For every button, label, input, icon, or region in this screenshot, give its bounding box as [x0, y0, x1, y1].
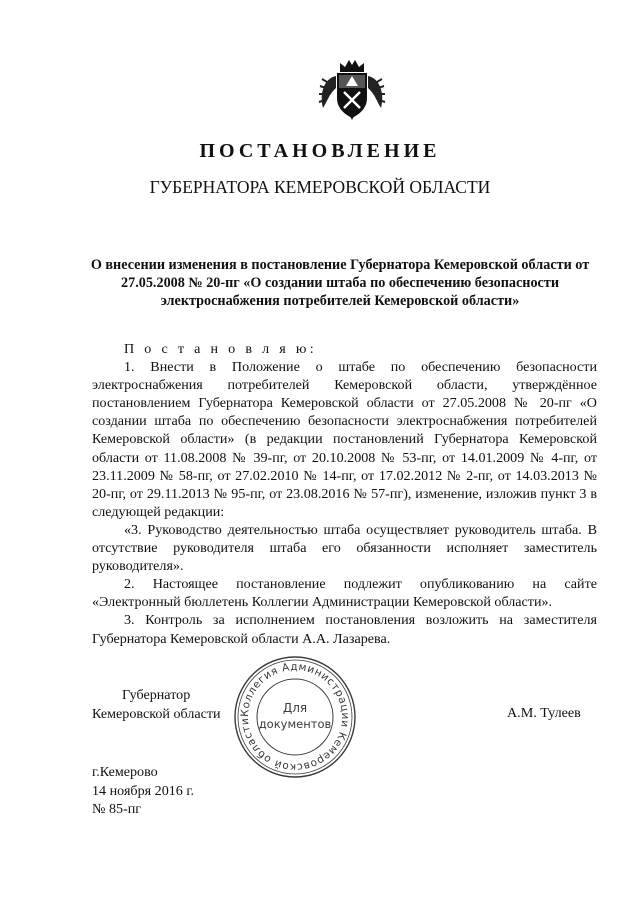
authority-heading: ГУБЕРНАТОРА КЕМЕРОВСКОЙ ОБЛАСТИ — [149, 177, 491, 197]
signatory-name: А.М. Тулеев — [507, 705, 581, 721]
document-body — [92, 340, 597, 648]
body-paragraph: 3. Контроль за исполнением постановления возложить на заместителя Губернатора Кемеровской области А.А. Лазарева. — [92, 612, 597, 647]
document-footer — [92, 763, 194, 819]
body-paragraph: «3. Руководство деятельностью штаба осуществляет руководитель штаба. В отсутствие руководителя штаба его обязанности исполняет заместитель руководителя». — [92, 521, 597, 575]
body-paragraph: 1. Внести в Положение о штабе по обеспечению безопасности электроснабжения потребителей Кемеровской области, утверждённое постановлением Губернатора Кемеровской области от 27.05.2008 № 20-пг «О создании штаба по обеспечению безопасности электроснабжения потребителей Кемеровской области» (в редакции постановлений Губернатора Кемеровской области от 11.08.2008 № 39-пг, от 20.10.2008 № 53-пг, от 14.01.2009 № 4-пг, от 23.11.2009 № 58-пг, от 27.02.2010 № 14-пг, от 17.02.2012 № 2-пг, от 14.03.2013 № 20-пг, от 29.11.2013 № 95-пг, от 23.08.2016 № 57-пг), изменение, изложив пункт 3 в следующей редакции: — [92, 359, 597, 520]
stamp-center-line2: документов — [258, 717, 332, 731]
document-subject: О внесении изменения в постановление Губернатора Кемеровской области от 27.05.2008 № 20-пг «О создании штаба по обеспечению безопасности электроснабжения потребителей Кемеровской области» — [90, 257, 590, 309]
official-stamp — [232, 654, 358, 780]
place-of-issue: г.Кемерово — [92, 764, 158, 780]
coat-of-arms-icon — [315, 58, 389, 124]
signatory-title — [92, 686, 221, 724]
decree-word: П о с т а н о в л я ю: — [124, 341, 317, 357]
date-of-issue: 14 ноября 2016 г. — [92, 782, 195, 799]
stamp-ring-text: Коллегия Администрации Кемеровской области — [238, 660, 352, 774]
body-paragraph: 2. Настоящее постановление подлежит опубликованию на сайте «Электронный бюллетень Коллегии Администрации Кемеровской области». — [92, 576, 597, 611]
signatory-title-line2: Кемеровской области — [92, 706, 221, 722]
signatory-title-line1: Губернатор — [122, 687, 191, 703]
stamp-center-line1: Для — [282, 701, 308, 715]
document-number: № 85-пг — [92, 801, 142, 817]
document-type-heading: ПОСТАНОВЛЕНИЕ — [199, 140, 441, 162]
